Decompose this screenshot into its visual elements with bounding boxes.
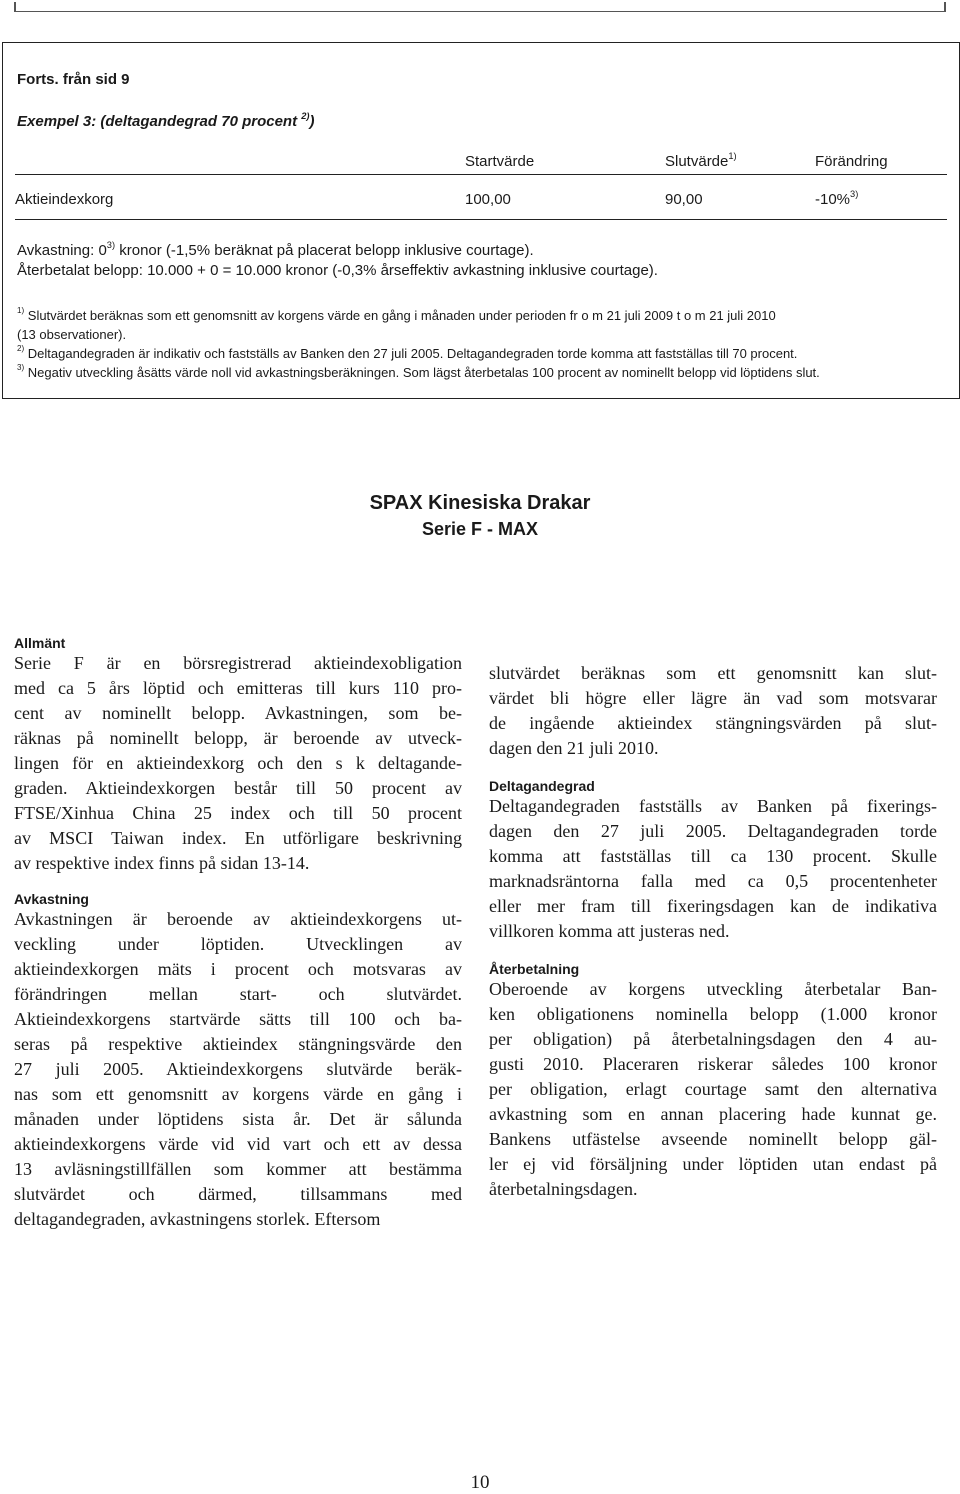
example-box	[2, 42, 960, 399]
text-line: värdet bli högre eller lägre än vad som motsvarar	[489, 688, 937, 708]
text-line: gusti 2010. Placeraren riskerar således 100 kronor	[489, 1054, 937, 1074]
document-title: SPAX Kinesiska Drakar	[369, 492, 591, 514]
section-heading-aterbetalning: Återbetalning	[489, 961, 580, 977]
text-line: deltagandegraden, avkastningens storlek. Eftersom	[14, 1209, 381, 1229]
text-line: seras på respektive aktieindex stängningsvärde den	[14, 1034, 462, 1054]
text-line: månaden under löptidens sista år. Det är sålunda	[14, 1109, 462, 1129]
text-line: veckling under löptiden. Utvecklingen av	[14, 934, 462, 954]
text-line: Aktieindexkorgens startvärde sätts till 100 och ba-	[14, 1009, 462, 1029]
text-line: Avkastningen är beroende av aktieindexkorgens ut-	[14, 909, 462, 929]
footnote-1: $^{1)}$ Slutvärdet beräknas som ett genomsnitt av korgens värde en gång i månaden under perioden fr o m 21 juli 2009 t o m 21 juli 2010	[17, 306, 776, 323]
text-line: räknas på nominellt belopp, är beroende av utveck-	[14, 728, 462, 748]
text-line: per obligation) på återbetalningsdagen den 4 au-	[489, 1029, 937, 1049]
table-row-divider	[15, 219, 947, 220]
row-forandring: -10%$^{3)}$	[815, 188, 859, 208]
text-line: slutvärdet beräknas som ett genomsnitt kan slut-	[489, 663, 937, 683]
right-column	[489, 661, 937, 1202]
example-heading: Exempel 3: (deltagandegrad 70 procent $^{2)}$)	[17, 110, 315, 130]
section-heading-allmant: Allmänt	[14, 635, 66, 651]
text-line: komma att fastställas till ca 130 procent. Skulle	[489, 846, 937, 866]
text-line: avkastning som en annan placering hade kunnat ge.	[489, 1104, 937, 1124]
header-slutvarde: Slutvärde$^{1)}$	[665, 150, 737, 170]
aterbetalat-line: Återbetalat belopp: 10.000 + 0 = 10.000 kronor (-0,3% årseffektiv avkastning inklusive courtage).	[17, 262, 658, 279]
row-slutvarde: 90,00	[665, 191, 703, 208]
section-heading-avkastning: Avkastning	[14, 891, 89, 907]
text-line: dagen den 27 juli 2005. Deltagandegraden torde	[489, 821, 937, 841]
text-line: Bankens utfästelse avseende nominellt belopp gäl-	[489, 1129, 937, 1149]
page-number: 10	[470, 1472, 490, 1493]
text-line: per obligation, erlagt courtage samt den alternativa	[489, 1079, 937, 1099]
text-line: återbetalningsdagen.	[489, 1179, 638, 1199]
text-line: aktieindexkorgens värde vid vid vart och ett av dessa	[14, 1134, 462, 1154]
aterbetalning-paragraph	[489, 977, 937, 1202]
text-line: nas som ett genomsnitt av korgens värde en gång i	[14, 1084, 462, 1104]
header-startvarde: Startvärde	[465, 153, 535, 170]
text-line: lingen för en aktieindexkorg och den s k deltagande-	[14, 753, 462, 773]
text-line: Deltagandegraden fastställs av Banken på fixerings-	[489, 796, 937, 816]
text-line: 13 avläsningstillfällen som kommer att bestämma	[14, 1159, 462, 1179]
text-line: FTSE/Xinhua China 25 index och till 50 procent	[14, 803, 462, 823]
text-line: med ca 5 års löptid och emitteras till kurs 110 pro-	[14, 678, 462, 698]
text-line: slutvärdet och därmed, tillsammans med	[14, 1184, 462, 1204]
text-line: de ingående aktieindex stängningsvärden på slut-	[489, 713, 937, 733]
text-line: graden. Aktieindexkorgen består till 50 procent av	[14, 778, 462, 798]
text-line: ler ej vid försäljning under löptiden utan endast på	[489, 1154, 937, 1174]
text-line: aktieindexkorgen mäts i procent och motsvaras av	[14, 959, 462, 979]
text-line: dagen den 21 juli 2010.	[489, 738, 659, 758]
document-subtitle: Serie F - MAX	[421, 519, 539, 539]
footnote-2: $^{2)}$ Deltagandegraden är indikativ och fastställs av Banken den 27 juli 2005. Deltagandegraden torde komma att fastställas till 70 procent.	[17, 344, 798, 361]
text-line: 27 juli 2005. Aktieindexkorgens slutvärde beräk-	[14, 1059, 462, 1079]
footnote-3: $^{3)}$ Negativ utveckling åsätts värde noll vid avkastningsberäkningen. Som lägst återbetalas 100 procent av nominellt belopp vid löptidens slut.	[17, 363, 820, 380]
section-heading-deltagandegrad: Deltagandegrad	[489, 778, 595, 794]
row-label: Aktieindexkorg	[15, 191, 114, 208]
allmant-paragraph	[14, 651, 462, 876]
table-header-divider	[15, 174, 947, 175]
left-column	[14, 635, 462, 1232]
text-line: av MSCI Taiwan index. En utförligare beskrivning	[14, 828, 462, 848]
text-line: eller mer fram till fixeringsdagen kan de indikativa	[489, 896, 937, 916]
row-startvarde: 100,00	[465, 191, 511, 208]
header-forandring: Förändring	[815, 153, 888, 170]
text-line: av respektive index finns på sidan 13-14.	[14, 853, 310, 873]
text-line: Serie F är en börsregistrerad aktieindexobligation	[14, 653, 462, 673]
intro-paragraph	[489, 661, 937, 761]
avkastning-paragraph	[14, 907, 462, 1232]
text-line: ken obligationens nominella belopp (1.000 kronor	[489, 1004, 937, 1024]
continued-label: Forts. från sid 9	[17, 71, 130, 88]
text-line: villkoren komma att justeras ned.	[489, 921, 730, 941]
text-line: cent av nominellt belopp. Avkastningen, som be-	[14, 703, 462, 723]
text-line: marknadsräntorna falla med ca 0,5 procentenheter	[489, 871, 937, 891]
text-line: Oberoende av korgens utveckling återbetalar Ban-	[489, 979, 937, 999]
top-rule	[14, 2, 946, 12]
deltagandegrad-paragraph	[489, 794, 937, 944]
text-line: förändringen mellan start- och slutvärdet.	[14, 984, 462, 1004]
footnote-1-continued: (13 observationer).	[17, 327, 127, 342]
avkastning-line: Avkastning: 0$^{3)}$ kronor (-1,5% beräknat på placerat belopp inklusive courtage).	[17, 239, 534, 259]
